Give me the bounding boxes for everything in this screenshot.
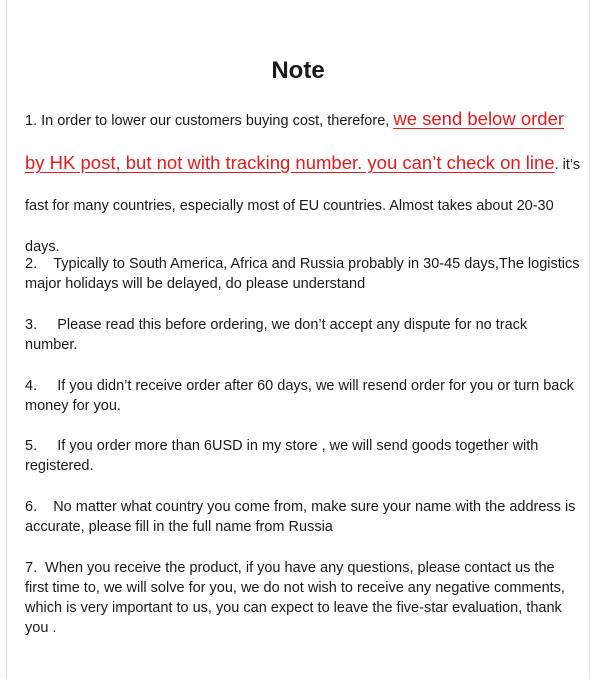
note-item-1 — [25, 98, 581, 268]
note-item-3: 3. Please read this before ordering, we don’t accept any dispute for no track number. — [25, 317, 528, 353]
note-item-6: 6. No matter what country you come from, make sure your name with the address is accurate, please fill in the full name from Russia — [25, 499, 576, 535]
note-item-1-tail: . it’s fast for many countries, especially most of EU countries. Almost takes about 20-30 days. — [25, 157, 581, 255]
note-item-2: 2. Typically to South America, Africa and Russia probably in 30-45 days,The logistics major holidays will be delayed, do please understand — [25, 256, 580, 292]
note-item-4: 4. If you didn’t receive order after 60 days, we will resend order for you or turn back money for you. — [25, 378, 574, 414]
note-item-5: 5. If you order more than 6USD in my store , we will send goods together with registered. — [25, 438, 539, 474]
note-title: Note — [271, 57, 325, 84]
note-page — [6, 0, 590, 679]
note-item-7: 7. When you receive the product, if you have any questions, please contact us the first time to, we will solve for you, we do not wish to receive any negative comments, which is very important to us, you can expect to leave the five-star evaluation, thank you . — [25, 560, 565, 636]
note-item-1-lead: 1. In order to lower our customers buying cost, therefore, — [25, 113, 394, 129]
note-item-1-emphasis: we send below order by HK post, but not with tracking number. you can’t check on line — [25, 108, 565, 173]
